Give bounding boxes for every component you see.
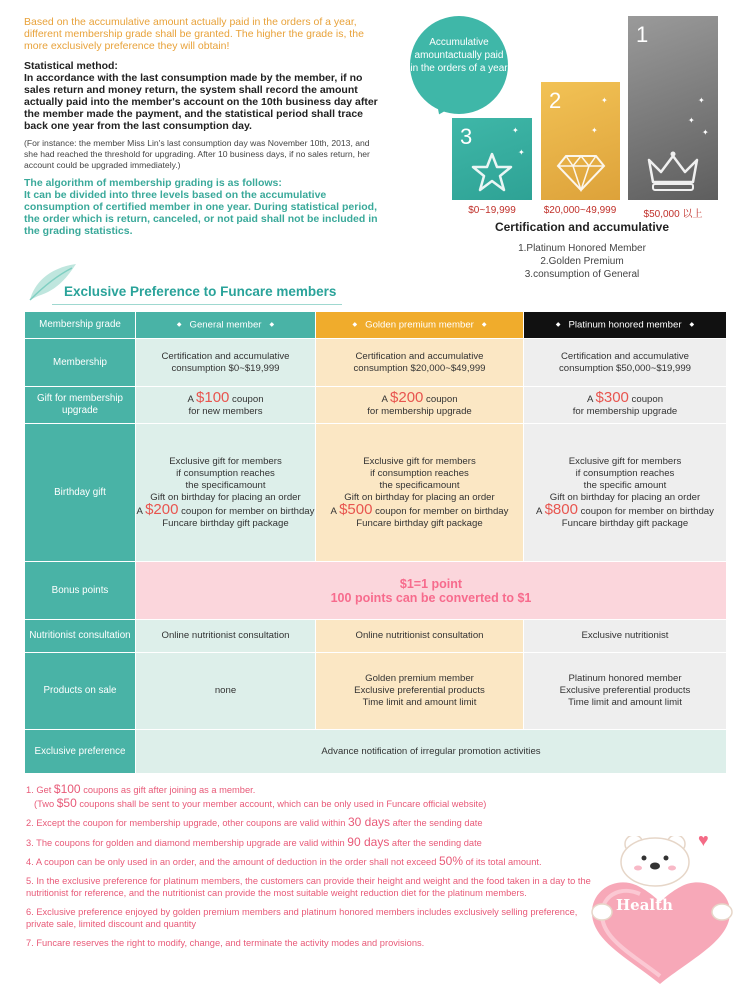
range-label-1: $50,000 以上 <box>643 209 703 220</box>
row-label: Gift for membership upgrade <box>25 387 136 424</box>
row-label: Bonus points <box>25 562 136 620</box>
cell-golden: Exclusive gift for members if consumption reaches the specificamount Gift on birthday for placing an order A $500 coupon for member on birthday Funcare birthday gift package <box>316 424 524 562</box>
row-label: Birthday gift <box>25 424 136 562</box>
table-row-birthday <box>25 424 727 562</box>
table-row-bonus <box>25 562 727 620</box>
rank-number: 2 <box>549 88 562 113</box>
table-header-row <box>25 312 727 339</box>
sparkle-icon: ✦ <box>698 96 705 105</box>
range-label-2: $20,000~49,999 <box>543 205 617 216</box>
statistical-method-body: In accordance with the last consumption made by the member, if no sales return and money return, the system shall record the amount actually paid into the member's account on the 10th business day after the member made the payment, and the statistical period shall trace back one year from the last consumption day. <box>24 72 378 132</box>
cell-general: Exclusive gift for members if consumption reaches the specificamount Gift on birthday for placing an order A $200 coupon for member on birthday Funcare birthday gift package <box>136 424 316 562</box>
bonus-cell: $1=1 point 100 points can be converted to $1 <box>136 562 727 620</box>
grade-list-item: 2.Golden Premium <box>540 256 624 267</box>
cell-golden: Certification and accumulative consumption $20,000~$49,999 <box>316 339 524 387</box>
small-heart-icon: ♥ <box>698 830 709 850</box>
cell-platinum: Certification and accumulative consumption $50,000~$19,999 <box>524 339 727 387</box>
diamond-icon <box>556 152 606 192</box>
table-row-exclusive <box>25 730 727 774</box>
sparkle-icon: ✦ <box>702 128 709 137</box>
cell-general: A $100 coupon for new members <box>136 387 316 424</box>
cell-golden: Online nutritionist consultation <box>316 620 524 653</box>
header-platinum: ◆ Platinum honored member ◆ <box>524 312 727 339</box>
note-item: 1. Get $100 coupons as gift after joining as a member. (Two $50 coupons shall be sent to your member account, which can be only used in Funcare official website) <box>26 782 487 810</box>
rank-bar-1 <box>628 16 718 200</box>
rank-number: 3 <box>460 124 473 149</box>
table-row-products <box>25 653 727 730</box>
exclusive-cell: Advance notification of irregular promotion activities <box>136 730 727 774</box>
header-golden: ◆ Golden premium member ◆ <box>316 312 524 339</box>
example-note: (For instance: the member Miss Lin's last consumption day was November 10th, 2013, and she had reached the threshold for upgrading. After 10 business days, if no sales return, her account could be upgraded immediately.) <box>24 138 370 170</box>
crown-icon <box>643 150 703 192</box>
row-label: Nutritionist consultation <box>25 620 136 653</box>
health-label: Health <box>616 896 673 914</box>
range-label-3: $0~19,999 <box>468 205 516 216</box>
grade-list-item: 3.consumption of General <box>524 269 640 280</box>
row-label: Products on sale <box>25 653 136 730</box>
cell-platinum: Exclusive gift for members if consumption reaches the specific amount Gift on birthday for placing an order A $800 coupon for member on birthday Funcare birthday gift package <box>524 424 727 562</box>
rank-bar-3 <box>452 118 532 200</box>
section-underline <box>52 304 342 305</box>
cell-general: Certification and accumulative consumption $0~$19,999 <box>136 339 316 387</box>
note-item: 6. Exclusive preference enjoyed by golden premium members and platinum honored members includes exclusively selling preference, private sale, limited discount and quantity <box>26 906 578 929</box>
cell-platinum: Exclusive nutritionist <box>524 620 727 653</box>
sparkle-icon: ✦ <box>512 126 519 135</box>
algorithm-body: It can be divided into three levels based on the accumulative consumption of certified member in one year. During statistical period, the order which is return, canceled, or not paid shall not be included in the grading statistics. <box>24 189 378 237</box>
rank-bar-2 <box>541 82 620 200</box>
sparkle-icon: ✦ <box>518 148 525 157</box>
cell-platinum: A $300 coupon for membership upgrade <box>524 387 727 424</box>
grade-list <box>480 242 684 281</box>
star-icon <box>470 152 514 192</box>
section-title: Exclusive Preference to Funcare members <box>64 284 337 299</box>
row-label: Exclusive preference <box>25 730 136 774</box>
cell-golden: Golden premium member Exclusive preferential products Time limit and amount limit <box>316 653 524 730</box>
cell-general: Online nutritionist consultation <box>136 620 316 653</box>
note-item: 4. A coupon can be only used in an order, and the amount of deduction in the order shall not exceed 50% of its total amount. <box>26 854 542 868</box>
note-item: 2. Except the coupon for membership upgrade, other coupons are valid within 30 days after the sending date <box>26 815 483 829</box>
table-row-membership <box>25 339 727 387</box>
speech-bubble: Accumulative amountactually paid in the orders of a year <box>410 16 508 114</box>
note-item: 3. The coupons for golden and diamond membership upgrade are valid within 90 days after the sending date <box>26 834 482 849</box>
table-row-gift <box>25 387 727 424</box>
note-item: 7. Funcare reserves the right to modify, change, and terminate the activity modes and provisions. <box>26 937 425 948</box>
intro-text <box>24 16 382 237</box>
terms-notes <box>26 783 596 955</box>
sparkle-icon: ✦ <box>601 96 608 105</box>
header-general: ◆ General member ◆ <box>136 312 316 339</box>
note-item: 5. In the exclusive preference for platinum members, the customers can provide their height and weight and the food taken in a day to the nutritionist for reference, and the nutritionist can provide the most suitable weight reduction diet for the platinum members. <box>26 875 591 898</box>
cell-platinum: Platinum honored member Exclusive preferential products Time limit and amount limit <box>524 653 727 730</box>
cell-general: none <box>136 653 316 730</box>
cell-golden: A $200 coupon for membership upgrade <box>316 387 524 424</box>
membership-table <box>24 311 727 774</box>
sparkle-icon: ✦ <box>591 126 598 135</box>
sparkle-icon: ✦ <box>688 116 695 125</box>
grade-list-item: 1.Platinum Honored Member <box>518 243 646 254</box>
rank-number: 1 <box>636 22 649 47</box>
table-row-nutrition <box>25 620 727 653</box>
header-label: Membership grade <box>25 312 136 339</box>
figure-title: Certification and accumulative <box>494 220 670 234</box>
statistical-method-title: Statistical method: <box>24 60 118 72</box>
intro-lead: Based on the accumulative amount actually paid in the orders of a year, different membership grade shall be granted. The higher the grade is, the more exclusively preference they will obtain! <box>24 16 364 52</box>
algorithm-title: The algorithm of membership grading is as follows: <box>24 177 282 189</box>
row-label: Membership <box>25 339 136 387</box>
